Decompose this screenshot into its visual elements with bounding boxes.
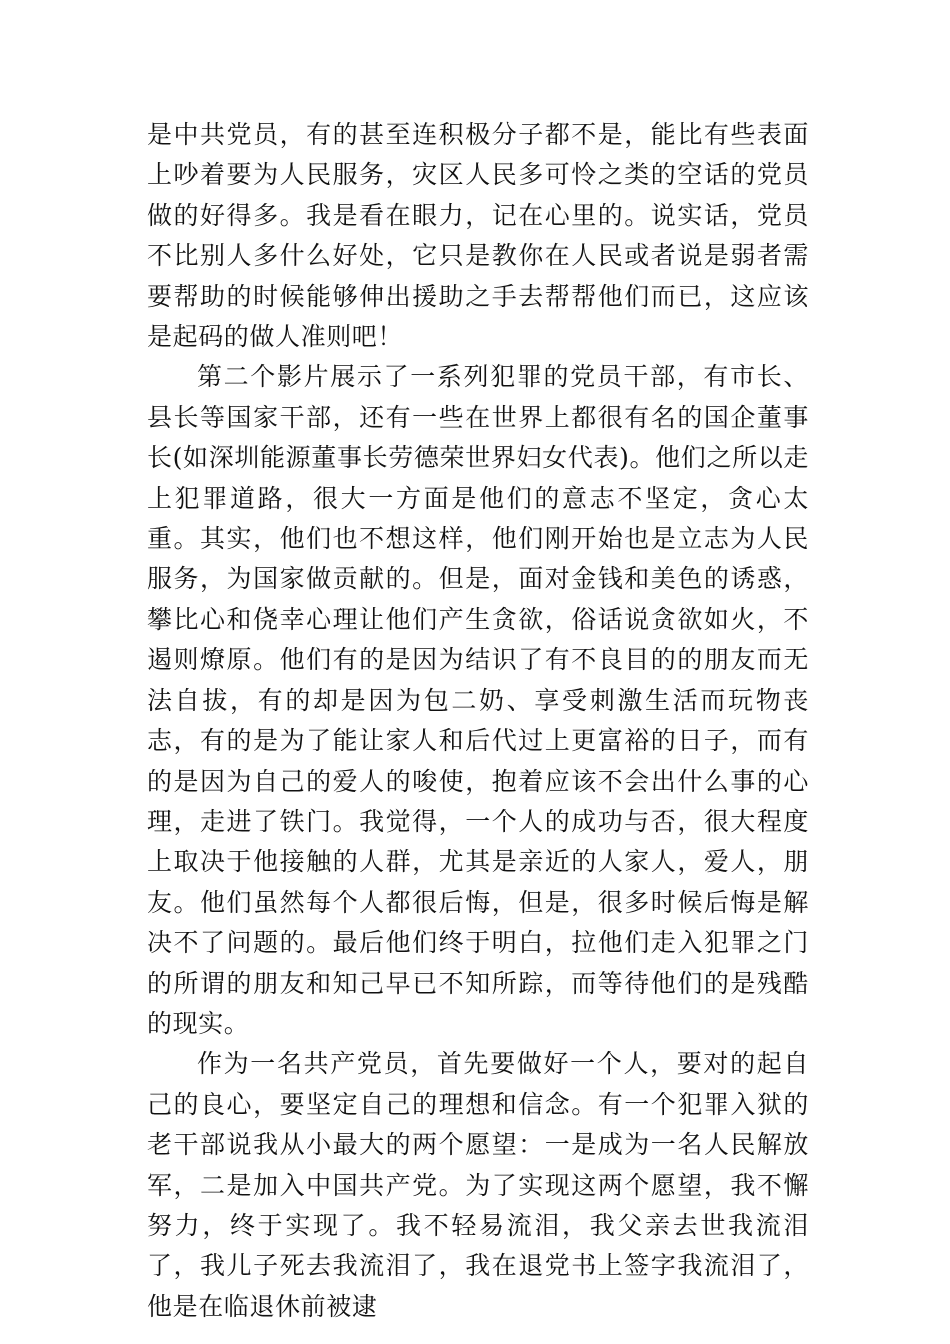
paragraph-2: 第二个影片展示了一系列犯罪的党员干部，有市长、县长等国家干部，还有一些在世界上都很有名的国企董事长(如深圳能源董事长劳德荣世界妇女代表)。他们之所以走上犯罪道路，很大一方面是他们的意志不坚定，贪心太重。其实，他们也不想这样，他们刚开始也是立志为人民服务，为国家做贡献的。但是，面对金钱和美色的诱惑，攀比心和侥幸心理让他们产生贪欲，俗话说贪欲如火，不遏则燎原。他们有的是因为结识了有不良目的的朋友而无法自拔，有的却是因为包二奶、享受刺激生活而玩物丧志，有的是为了能让家人和后代过上更富裕的日子，而有的是因为自己的爱人的唆使，抱着应该不会出什么事的心理，走进了铁门。我觉得，一个人的成功与否，很大程度上取决于他接触的人群，尤其是亲近的人家人，爱人，朋友。他们虽然每个人都很后悔，但是，很多时候后悔是解决不了问题的。最后他们终于明白，拉他们走入犯罪之门的所谓的朋友和知己早已不知所踪，而等待他们的是残酷的现实。 <box>147 362 809 1038</box>
document-body <box>147 115 809 1327</box>
paragraph-1: 是中共党员，有的甚至连积极分子都不是，能比有些表面上吵着要为人民服务，灾区人民多可怜之类的空话的党员做的好得多。我是看在眼力，记在心里的。说实话，党员不比别人多什么好处，它只是教你在人民或者说是弱者需要帮助的时候能够伸出援助之手去帮帮他们而已，这应该是起码的做人准则吧！ <box>147 120 809 352</box>
paragraph-3: 作为一名共产党员，首先要做好一个人，要对的起自己的良心，要坚定自己的理想和信念。有一个犯罪入狱的老干部说我从小最大的两个愿望：一是成为一名人民解放军，二是加入中国共产党。为了实现这两个愿望，我不懈努力，终于实现了。我不轻易流泪，我父亲去世我流泪了，我儿子死去我流泪了，我在退党书上签字我流泪了，他是在临退休前被逮 <box>147 1049 809 1321</box>
